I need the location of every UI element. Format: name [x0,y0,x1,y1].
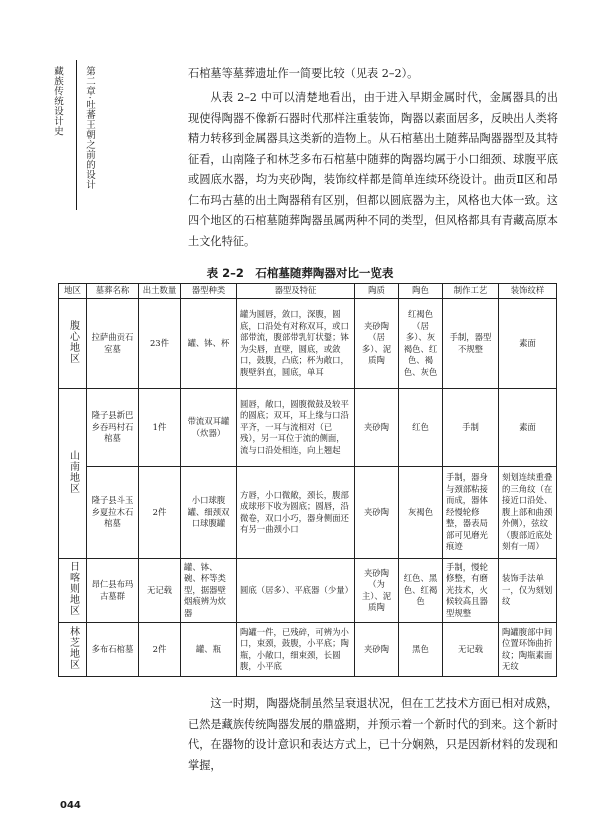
region-cell [59,389,87,559]
count-cell: 23件 [139,299,181,389]
table-title: 表 2–2 石棺墓随葬陶器对比一览表 [206,266,394,280]
region-cell [59,623,87,677]
quality-cell: 夹砂陶 [355,467,399,559]
tomb-cell: 拉萨曲贡石室墓 [87,299,139,389]
tomb-cell: 多布石棺墓 [87,623,139,677]
count-cell: 无记载 [139,559,181,623]
region-label: 腹心地区 [67,319,79,364]
craft-cell: 手制，器身与颈部粘接而成，器体经慢轮修整，器表局部可见磨光痕迹 [443,467,499,559]
quality-cell: 夹砂陶（为主）、泥质陶 [355,559,399,623]
paragraph-conclusion: 这一时期，陶器烧制虽然呈衰退状况，但在工艺技术方面已相对成熟，已然是藏族传统陶器发展的鼎盛期，并预示着一个新时代的到来。这个新时代，在器物的设计意识和表达方式上，已十分娴熟，只是因新材料的发现和掌握， [188,697,558,772]
count-cell: 1件 [139,389,181,467]
decoration-cell: 装饰手法单一，仅为刻划纹 [499,559,557,623]
running-header-chapter: 第二章·吐蕃王朝之前的设计 [84,66,95,190]
types-cell: 罐、钵、杯 [181,299,237,389]
tomb-cell: 昂仁县布玛古墓群 [87,559,139,623]
comparison-table [58,283,557,677]
table-row [59,467,557,559]
craft-cell: 手制，器型不规整 [443,299,499,389]
color-cell: 黑色 [399,623,443,677]
paragraph-intro: 石棺墓等墓葬遗址作一简要比较（见表 2–2）。 [188,67,419,80]
table-header-row [59,284,557,299]
decoration-cell: 素面 [499,299,557,389]
count-cell: 2件 [139,623,181,677]
running-header-book-title: 藏族传统设计史 [52,66,63,136]
features-cell: 圆唇，敞口，圆腹微鼓及较平的圆底；双耳，耳上缘与口沿平齐，一耳与流相对（已残），另一耳位于流的侧面，流与口沿处相连，向上翘起 [237,389,355,467]
table-row [59,559,557,623]
table-row [59,389,557,467]
features-cell: 方唇，小口微敞，颈长，腹部成球形下收为圆底；圆唇，沿微卷，双口小巧，器身侧面还有另一曲颈小口 [237,467,355,559]
color-cell: 红色、黑色、红褐色 [399,559,443,623]
col-header-count: 出土数量 [139,284,181,299]
region-label: 山南地区 [67,449,79,494]
col-header-types: 器型种类 [181,284,237,299]
running-header-divider [76,60,77,210]
col-header-features: 器型及特征 [237,284,355,299]
decoration-cell: 素面 [499,389,557,467]
tomb-cell: 隆子县斗玉乡夏拉木石棺墓 [87,467,139,559]
col-header-tomb: 墓葬名称 [87,284,139,299]
col-header-color: 陶色 [399,284,443,299]
table-row [59,623,557,677]
quality-cell: 夹砂陶 [355,623,399,677]
decoration-cell: 刻划连续重叠的三角纹（在接近口沿处、腹上部和曲颈外侧），弦纹（腹部近底处刻有一周） [499,467,557,559]
craft-cell: 无记载 [443,623,499,677]
region-cell [59,299,87,389]
color-cell: 灰褐色 [399,467,443,559]
quality-cell: 夹砂陶（居多）、泥质陶 [355,299,399,389]
col-header-region: 地区 [59,284,87,299]
col-header-craft: 制作工艺 [443,284,499,299]
craft-cell: 手制，慢轮修整，有磨光技术，火候较高且器型规整 [443,559,499,623]
decoration-cell: 陶罐腹部中间位置环饰曲折纹；陶瓶素面无纹 [499,623,557,677]
types-cell: 罐、瓶 [181,623,237,677]
quality-cell: 夹砂陶 [355,389,399,467]
features-cell: 陶罐一件，已残碎，可辨为小口，束颈，鼓腹，小平底；陶瓶，小敞口，细束颈，长圆腹，小平底 [237,623,355,677]
region-label: 日喀则地区 [67,561,79,616]
table-row [59,299,557,389]
features-cell: 罐为圆唇，敛口，深腹，圆底，口沿处有对称双耳，或口部带流，腹部带乳钉状鋬；钵为尖唇，直壁，圆底，或敛口，鼓腹，凸底；杯为敞口，腹壁斜直，圆底，单耳 [237,299,355,389]
features-cell: 圆底（居多）、平底器（少量） [237,559,355,623]
types-cell: 小口球腹罐、细颈双口球腹罐 [181,467,237,559]
tomb-cell: 隆子县新巴乡吞玛村石棺墓 [87,389,139,467]
region-cell [59,559,87,623]
col-header-decoration: 装饰纹样 [499,284,557,299]
types-cell: 罐、钵、碗、杯等类型，据器壁烟痕辨为炊器 [181,559,237,623]
types-cell: 带流双耳罐（炊器） [181,389,237,467]
craft-cell: 手制 [443,389,499,467]
page-number: 044 [60,800,81,811]
paragraph-analysis: 从表 2–2 中可以清楚地看出，由于进入早期金属时代，金属器具的出现使得陶器不像新石器时代那样注重装饰，陶器以素面居多，反映出人类将精力转移到金属器具这类新的造物上。从石棺墓出土随葬品陶器器型及其特征看，山南隆子和林芝多布石棺墓中随葬的陶器均属于小口细颈、球腹平底或圆底水器，均为夹砂陶，装饰纹样都是简单连续环绕设计。曲贡Ⅱ区和昂仁布玛古墓的出土陶器稍有区别，但都以圆底器为主，风格也大体一致。这四个地区的石棺墓随葬陶器虽属两种不同的类型，但风格都具有青藏高原本土文化特征。 [188,91,558,248]
color-cell: 红褐色（居多）、灰褐色、红色、褐色、灰色 [399,299,443,389]
color-cell: 红色 [399,389,443,467]
region-label: 林芝地区 [67,625,79,670]
count-cell: 2件 [139,467,181,559]
col-header-quality: 陶质 [355,284,399,299]
